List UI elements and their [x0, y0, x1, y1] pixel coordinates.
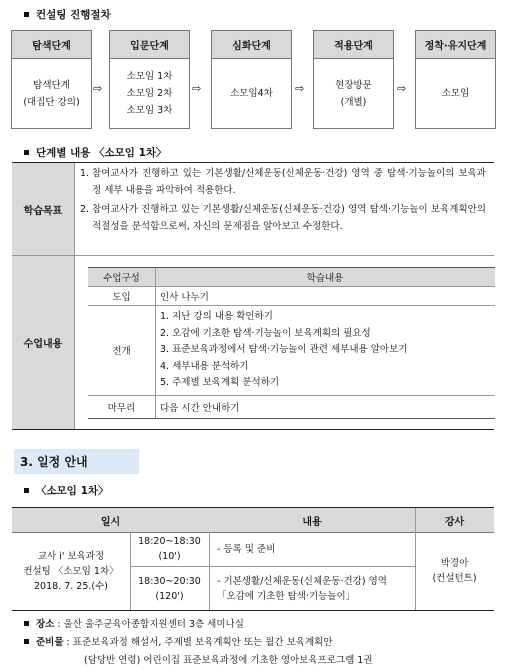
list-item: 3. 표준보육과정에서 탐색·기능놀이 관련 세부내용 알아보기 — [160, 344, 408, 355]
step-title: 입문단계 — [110, 31, 189, 59]
process-step-intro — [109, 30, 190, 129]
stage-label: 마무리 — [88, 396, 155, 418]
step-title: 적용단계 — [314, 31, 393, 59]
arrow-right-icon: ⇨ — [192, 82, 202, 95]
col-header-date: 일시 — [100, 516, 121, 528]
prep-note-continued: (담당반 연령) 어린이집 표준보육과정에 기초한 영아보육프로그램 1권 — [84, 655, 373, 666]
section-title: 3. 일정 안내 — [14, 449, 139, 474]
step-line: 탐색단계 — [33, 79, 70, 91]
schedule-subheading: 〈소모임 1차〉 — [24, 483, 109, 498]
list-item: 2. 오감에 기초한 탐색·기능놀이 보육계획의 필요성 — [160, 327, 371, 339]
stage-label: 도입 — [88, 287, 155, 305]
col-header-content: 학습내용 — [306, 273, 344, 284]
process-step-apply — [313, 30, 394, 129]
arrow-right-icon: ⇨ — [295, 82, 305, 95]
step-line: 소모임 — [441, 88, 470, 99]
session-content: - 등록 및 준비 — [217, 543, 276, 555]
step-title: 탐색단계 — [12, 31, 91, 59]
step-line: 소모임4차 — [230, 88, 273, 99]
session-time: 18:30~20:30 (120') — [138, 575, 201, 602]
lesson-content-table — [88, 267, 495, 419]
process-step-explore — [11, 30, 92, 129]
bullet-square-icon — [24, 488, 29, 493]
list-item: 5. 주제별 보육계획 분석하기 — [160, 377, 280, 388]
col-header-content: 내용 — [302, 516, 322, 528]
step-title: 심화단계 — [212, 31, 291, 59]
process-step-settle — [415, 30, 496, 129]
list-item: 1. 지난 강의 내용 확인하기 — [160, 311, 273, 322]
prep-note: 준비물 : 표준보육과정 해설서, 주제별 보육계획안 또는 월간 보육계획안 — [24, 634, 333, 648]
stage-item-list — [160, 309, 407, 392]
process-heading: 컨설팅 진행절차 — [24, 7, 111, 22]
step-line: 현장방문 — [335, 79, 372, 91]
bullet-square-icon — [24, 639, 29, 644]
step-title: 정착·유지단계 — [416, 31, 495, 59]
event-info: 교사 i' 보육과정 컨설팅 〈소모임 1차〉 2018. 7. 25.(수) — [23, 550, 119, 592]
arrow-right-icon: ⇨ — [397, 82, 407, 95]
step-line: 소모임 1차 — [126, 71, 173, 82]
process-step-deepen — [211, 30, 292, 129]
place-note: 장소 : 울산 울주군육아종합지원센터 3층 세미나실 — [24, 616, 244, 630]
stage-item: 인사 나누기 — [160, 292, 209, 303]
instructor-name: 박경아 (컨설턴트) — [432, 558, 477, 584]
schedule-table — [12, 507, 494, 611]
lesson-heading: 단계별 내용 〈소모임 1차〉 — [24, 145, 167, 160]
content-label: 수업내용 — [12, 256, 74, 429]
goal-item: 2. 참여교사가 진행하고 있는 기본생활/신체운동(신체운동·건강) 영역 탐색·기능놀이 보육계획안의 적절성을 분석함으로써, 자신의 문제점을 알아보고 수정한다. — [80, 204, 486, 232]
session-content: - 기본생활/신체운동(신체운동·건강) 영역 「오감에 기초한 탐색·기능놀이」 — [217, 575, 387, 602]
stage-item: 다음 시간 안내하기 — [160, 403, 240, 414]
session-time: 18:20~18:30 (10') — [138, 536, 201, 562]
list-item: 4. 세부내용 분석하기 — [160, 360, 249, 372]
step-line: (개별) — [340, 96, 367, 108]
bullet-square-icon — [24, 621, 29, 626]
arrow-right-icon: ⇨ — [93, 82, 103, 95]
bullet-square-icon — [24, 12, 29, 17]
lesson-table — [12, 162, 494, 430]
col-header-structure: 수업구성 — [103, 273, 140, 284]
goal-label: 학습목표 — [12, 163, 74, 255]
step-line: (대집단 강의) — [23, 96, 80, 108]
goal-item: 1. 참여교사가 진행하고 있는 기본생활/신체운동(신체운동·건강) 영역 중 탐색·기능놀이의 보육과정 세부 내용을 파악하여 적용한다. — [80, 168, 486, 196]
step-line: 소모임 3차 — [126, 105, 173, 116]
step-line: 소모임 2차 — [126, 88, 173, 99]
bullet-square-icon — [24, 150, 29, 155]
stage-label: 전개 — [88, 306, 155, 394]
col-header-instructor: 강사 — [444, 516, 465, 528]
